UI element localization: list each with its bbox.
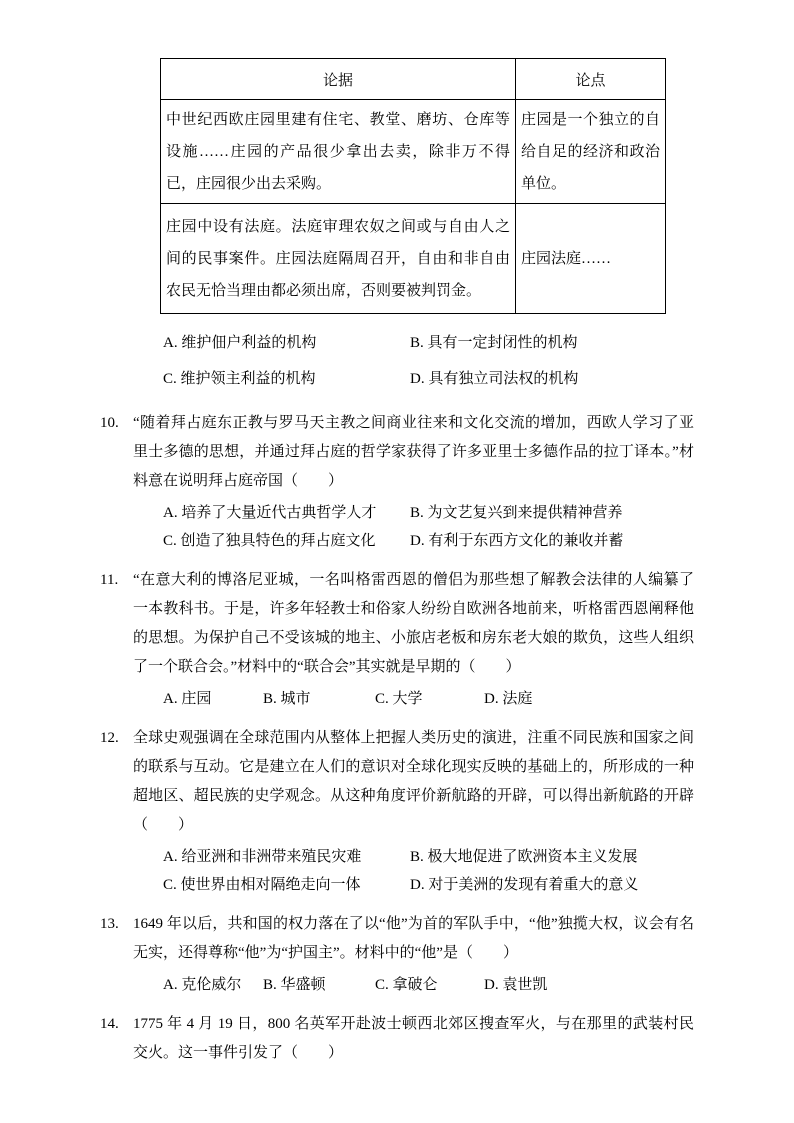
option-c: C. 拿破仑 [375,977,438,993]
question-11-options [133,685,694,713]
question-9-options [133,325,694,397]
question-10-options [133,499,694,555]
option-b: B. 具有一定封闭性的机构 [410,335,578,351]
question-text: “随着拜占庭东正教与罗马天主教之间商业往来和文化交流的增加，西欧人学习了亚里士多德的思想，并通过拜占庭的哲学家获得了许多亚里士多德作品的拉丁译本。”材料意在说明拜占庭帝国（ ） [133,415,694,489]
option-a: A. 庄园 [163,691,212,707]
option-a: A. 维护佃户利益的机构 [163,335,317,351]
question-text: 1649 年以后，共和国的权力落在了以“他”为首的军队手中，“他”独揽大权，议会有名无实，还得尊称“他”为“护国主”。材料中的“他”是（ ） [133,916,694,961]
table-row [161,100,666,204]
question-body [133,566,694,713]
option-d: D. 对于美洲的发现有着重大的意义 [410,877,639,893]
option-a: A. 克伦威尔 [163,977,242,993]
question-number: 12. [100,730,119,746]
point-cell: 庄园是一个独立的自给自足的经济和政治单位。 [516,100,666,204]
question-text: 1775 年 4 月 19 日，800 名英军开赴波士顿西北郊区搜查军火，与在那里的武装村民交火。这一事件引发了（ ） [133,1016,694,1061]
question-body [133,724,694,899]
question-number: 10. [100,415,119,431]
option-d: D. 有利于东西方文化的兼收并蓄 [410,533,624,549]
question-text: “在意大利的博洛尼亚城，一名叫格雷西恩的僧侣为那些想了解教会法律的人编纂了一本教科书。于是，许多年轻教士和俗家人纷纷自欧洲各地前来，听格雷西恩阐释他的思想。为保护自己不受该城的地主、小旅店老板和房东老大娘的欺负，这些人组织了一个联合会。”材料中的“联合会”其实就是早期的（ ） [133,572,694,675]
option-c: C. 使世界由相对隔绝走向一体 [163,877,361,893]
question-text: 全球史观强调在全球范围内从整体上把握人类历史的演进，注重不同民族和国家之间的联系与互动。它是建立在人们的意识对全球化现实反映的基础上的，所形成的一种超地区、超民族的史学观念。从这种角度评价新航路的开辟，可以得出新航路的开辟（ ） [133,730,694,833]
option-c: C. 创造了独具特色的拜占庭文化 [163,533,376,549]
question-body [133,1010,694,1068]
evidence-cell: 中世纪西欧庄园里建有住宅、教堂、磨坊、仓库等设施……庄园的产品很少拿出去卖，除非万不得已，庄园很少出去采购。 [161,100,516,204]
table-header-point: 论点 [516,59,666,100]
questions-section [100,322,694,1079]
table-header-row [161,59,666,100]
question-number: 11. [100,572,119,588]
table-row [161,204,666,314]
option-d: D. 具有独立司法权的机构 [410,371,579,387]
option-b: B. 城市 [263,691,311,707]
question-13 [100,910,694,999]
question-12 [100,724,694,899]
question-body [133,910,694,999]
question-body [133,409,694,555]
question-number: 13. [100,916,119,932]
option-a: A. 给亚洲和非洲带来殖民灾难 [163,849,362,865]
question-number: 14. [100,1016,119,1032]
option-b: B. 为文艺复兴到来提供精神营养 [410,505,623,521]
option-d: D. 袁世凯 [484,977,548,993]
option-c: C. 大学 [375,691,423,707]
evidence-cell: 庄园中设有法庭。法庭审理农奴之间或与自由人之间的民事案件。庄园法庭隔周召开，自由和非自由农民无恰当理由都必须出席，否则要被判罚金。 [161,204,516,314]
option-d: D. 法庭 [484,691,533,707]
option-b: B. 华盛顿 [263,977,326,993]
argument-table [160,58,666,314]
question-14 [100,1010,694,1068]
option-b: B. 极大地促进了欧洲资本主义发展 [410,849,638,865]
option-c: C. 维护领主利益的机构 [163,371,316,387]
point-cell: 庄园法庭…… [516,204,666,314]
option-a: A. 培养了大量近代古典哲学人才 [163,505,377,521]
question-12-options [133,843,694,899]
question-13-options [133,971,694,999]
question-11 [100,566,694,713]
question-10 [100,409,694,555]
table-header-evidence: 论据 [161,59,516,100]
